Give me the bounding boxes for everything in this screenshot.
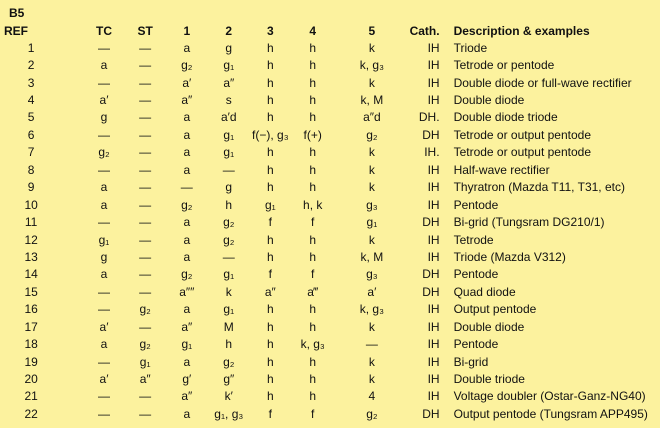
row-st: g₁: [139, 354, 151, 369]
row-st: —: [139, 215, 152, 230]
row-pin-1: a: [183, 215, 191, 230]
pin-connections-table: [0, 22, 660, 423]
row-pin-4: h: [309, 319, 317, 334]
row-pin-2: g₁: [223, 145, 235, 160]
row-pin-2: g₂: [223, 232, 235, 247]
row-pin-3: h: [266, 389, 274, 404]
table-row: [0, 161, 660, 178]
row-st: —: [139, 180, 152, 195]
table-row: [0, 283, 660, 300]
header-pin-5: 5: [368, 23, 376, 38]
row-pin-4: f: [311, 267, 315, 282]
row-tc: a: [100, 267, 108, 282]
row-tc: g₁: [98, 232, 110, 247]
row-pin-1: —: [180, 180, 193, 195]
row-pin-5: g₂: [366, 406, 378, 421]
row-pin-2: k: [225, 284, 232, 299]
row-pin-2: a′d: [220, 110, 237, 125]
row-ref: 15: [24, 284, 38, 299]
row-pin-5: g₂: [366, 127, 378, 142]
row-ref: 6: [27, 127, 35, 142]
row-pin-2: g₁, g₃: [214, 406, 244, 421]
row-cathode: IH: [427, 197, 440, 212]
row-description: Voltage doubler (Ostar-Ganz-NG40): [453, 389, 646, 404]
row-pin-3: h: [266, 110, 274, 125]
row-pin-2: g₁: [223, 58, 235, 73]
row-pin-3: h: [266, 232, 274, 247]
row-ref: 13: [24, 249, 38, 264]
row-pin-5: a″d: [363, 110, 381, 125]
table-row: [0, 109, 660, 126]
row-pin-3: h: [266, 162, 274, 177]
row-pin-5: k: [368, 372, 375, 387]
row-st: —: [139, 75, 152, 90]
row-pin-2: k′: [224, 389, 233, 404]
row-pin-4: h: [309, 40, 317, 55]
row-pin-5: k: [368, 354, 375, 369]
row-tc: —: [97, 40, 110, 55]
row-pin-2: g₂: [223, 354, 235, 369]
row-pin-4: f(+): [303, 127, 322, 142]
table-row: [0, 179, 660, 196]
header-tc: TC: [95, 23, 112, 38]
row-tc: a′: [99, 93, 109, 108]
table-row: [0, 231, 660, 248]
row-pin-4: h: [309, 302, 317, 317]
row-pin-1: a″″: [179, 284, 195, 299]
row-ref: 18: [24, 337, 38, 352]
row-description: Output pentode (Tungsram APP495): [453, 406, 648, 421]
row-description: Thyratron (Mazda T11, T31, etc): [453, 180, 625, 195]
row-st: —: [139, 58, 152, 73]
row-pin-3: h: [266, 319, 274, 334]
row-pin-4: h: [309, 145, 317, 160]
row-pin-3: g₁: [264, 197, 276, 212]
row-tc: a: [100, 180, 108, 195]
table-row: [0, 56, 660, 73]
row-pin-5: k, M: [360, 93, 384, 108]
row-ref: 14: [24, 267, 38, 282]
table-title: B5: [9, 6, 25, 20]
row-pin-4: h: [309, 354, 317, 369]
row-description: Pentode: [453, 337, 499, 352]
header-pin-1: 1: [183, 23, 191, 38]
row-pin-1: a′: [182, 75, 192, 90]
row-st: —: [139, 319, 152, 334]
row-pin-3: h: [266, 302, 274, 317]
row-st: —: [139, 40, 152, 55]
row-tc: —: [97, 389, 110, 404]
row-pin-4: h: [309, 58, 317, 73]
row-description: Quad diode: [453, 284, 516, 299]
row-description: Double diode: [453, 93, 525, 108]
row-cathode: IH: [427, 75, 440, 90]
row-pin-5: —: [365, 337, 378, 352]
header-description: Description & examples: [453, 23, 590, 38]
row-pin-5: g₃: [366, 267, 378, 282]
row-description: Half-wave rectifier: [453, 162, 550, 177]
row-pin-5: k: [368, 319, 375, 334]
row-description: Tetrode or output pentode: [453, 127, 591, 142]
row-tc: a: [100, 337, 108, 352]
row-tc: g₂: [98, 145, 110, 160]
row-pin-1: g′: [182, 372, 192, 387]
row-pin-2: a″: [223, 75, 235, 90]
row-pin-3: h: [266, 75, 274, 90]
table-row: [0, 318, 660, 335]
row-description: Triode (Mazda V312): [453, 249, 566, 264]
row-pin-5: k, g₃: [359, 58, 384, 73]
row-st: —: [139, 145, 152, 160]
row-ref: 2: [27, 58, 35, 73]
row-tc: g: [100, 249, 108, 264]
row-pin-5: 4: [368, 389, 376, 404]
row-pin-1: a: [183, 232, 191, 247]
row-pin-1: a″: [181, 319, 193, 334]
row-cathode: IH: [427, 249, 440, 264]
row-pin-1: a″: [181, 93, 193, 108]
row-pin-3: h: [266, 58, 274, 73]
row-tc: a′: [99, 319, 109, 334]
row-ref: 9: [27, 180, 35, 195]
row-tc: —: [97, 302, 110, 317]
table-row: [0, 74, 660, 91]
row-st: —: [139, 267, 152, 282]
row-description: Pentode: [453, 197, 499, 212]
table-row: [0, 126, 660, 143]
row-pin-2: g₁: [223, 127, 235, 142]
row-pin-1: a: [183, 406, 191, 421]
row-pin-4: h, k: [303, 197, 323, 212]
row-cathode: IH: [427, 180, 440, 195]
row-description: Double diode or full-wave rectifier: [453, 75, 632, 90]
row-cathode: DH: [422, 284, 440, 299]
row-ref: 7: [27, 145, 35, 160]
table-row: [0, 266, 660, 283]
row-description: Output pentode: [453, 302, 537, 317]
table-row: [0, 335, 660, 352]
row-pin-1: a: [183, 249, 191, 264]
row-cathode: IH: [427, 302, 440, 317]
row-cathode: IH: [427, 389, 440, 404]
row-cathode: IH: [427, 354, 440, 369]
row-pin-4: h: [309, 232, 317, 247]
row-pin-3: h: [266, 180, 274, 195]
row-pin-3: h: [266, 145, 274, 160]
row-pin-2: g₁: [223, 267, 235, 282]
row-pin-5: k: [368, 75, 375, 90]
row-ref: 22: [24, 406, 38, 421]
row-ref: 10: [24, 197, 38, 212]
row-ref: 11: [24, 215, 38, 230]
row-pin-5: k: [368, 162, 375, 177]
row-ref: 19: [24, 354, 38, 369]
header-pin-3: 3: [266, 23, 274, 38]
row-pin-5: k: [368, 145, 375, 160]
row-cathode: IH: [427, 40, 440, 55]
table-row: [0, 196, 660, 213]
row-ref: 8: [27, 162, 35, 177]
header-row: [0, 22, 660, 39]
table-row: [0, 353, 660, 370]
row-ref: 16: [24, 302, 38, 317]
row-cathode: IH: [427, 232, 440, 247]
row-pin-4: h: [309, 249, 317, 264]
table-row: [0, 301, 660, 318]
header-pin-4: 4: [309, 23, 317, 38]
row-cathode: IH: [427, 319, 440, 334]
row-ref: 1: [27, 40, 35, 55]
row-cathode: IH: [427, 372, 440, 387]
row-pin-4: h: [309, 75, 317, 90]
row-pin-2: h: [225, 337, 233, 352]
row-pin-2: —: [222, 162, 235, 177]
row-tc: —: [97, 75, 110, 90]
row-st: —: [139, 197, 152, 212]
row-st: —: [139, 389, 152, 404]
row-cathode: IH: [427, 93, 440, 108]
row-pin-5: k: [368, 40, 375, 55]
table-row: [0, 370, 660, 387]
row-description: Bi-grid (Tungsram DG210/1): [453, 215, 605, 230]
row-tc: a: [100, 197, 108, 212]
row-pin-1: a: [183, 302, 191, 317]
row-pin-3: f: [268, 215, 272, 230]
row-pin-4: h: [309, 372, 317, 387]
row-pin-1: a: [183, 40, 191, 55]
row-pin-1: a: [183, 354, 191, 369]
row-pin-2: s: [225, 93, 232, 108]
row-cathode: DH: [422, 127, 440, 142]
row-tc: —: [97, 284, 110, 299]
row-st: —: [139, 127, 152, 142]
header-ref: REF: [4, 23, 28, 38]
row-pin-5: g₁: [366, 215, 378, 230]
row-pin-3: f(−), g₃: [252, 127, 289, 142]
row-pin-3: h: [266, 93, 274, 108]
header-st: ST: [137, 23, 153, 38]
row-tc: —: [97, 354, 110, 369]
row-pin-1: g₂: [181, 197, 193, 212]
row-tc: a′: [99, 372, 109, 387]
row-pin-4: a‴: [307, 284, 319, 299]
row-pin-5: k: [368, 232, 375, 247]
row-st: g₂: [139, 337, 151, 352]
row-tc: —: [97, 406, 110, 421]
row-description: Double diode: [453, 319, 525, 334]
row-pin-1: g₂: [181, 267, 193, 282]
row-pin-3: h: [266, 354, 274, 369]
row-pin-3: a″: [264, 284, 276, 299]
row-cathode: DH.: [418, 110, 440, 125]
row-cathode: DH: [422, 406, 440, 421]
row-pin-5: k: [368, 180, 375, 195]
row-pin-2: g: [225, 180, 233, 195]
table-row: [0, 144, 660, 161]
row-pin-2: g″: [223, 372, 235, 387]
row-description: Double triode: [453, 372, 525, 387]
row-pin-3: f: [268, 406, 272, 421]
row-pin-5: k, g₃: [359, 302, 384, 317]
row-pin-4: h: [309, 162, 317, 177]
row-ref: 5: [27, 110, 35, 125]
row-pin-5: a′: [367, 284, 377, 299]
row-pin-4: h: [309, 180, 317, 195]
row-tc: —: [97, 127, 110, 142]
row-description: Tetrode or output pentode: [453, 145, 591, 160]
row-ref: 20: [24, 372, 38, 387]
row-pin-4: h: [309, 110, 317, 125]
row-pin-4: k, g₃: [300, 337, 325, 352]
row-cathode: IH: [427, 58, 440, 73]
row-st: —: [139, 93, 152, 108]
row-pin-5: k, M: [360, 249, 384, 264]
row-pin-2: g: [225, 40, 233, 55]
row-st: —: [139, 232, 152, 247]
row-pin-3: h: [266, 372, 274, 387]
row-pin-3: h: [266, 40, 274, 55]
row-pin-3: h: [266, 337, 274, 352]
table-row: [0, 405, 660, 422]
header-pin-2: 2: [225, 23, 233, 38]
row-cathode: DH: [422, 267, 440, 282]
row-st: g₂: [139, 302, 151, 317]
row-pin-1: a″: [181, 389, 193, 404]
row-tc: g: [100, 110, 108, 125]
row-pin-1: a: [183, 127, 191, 142]
row-st: a″: [139, 372, 151, 387]
table-row: [0, 91, 660, 108]
header-cathode: Cath.: [409, 23, 440, 38]
row-st: —: [139, 284, 152, 299]
row-description: Tetrode: [453, 232, 494, 247]
row-cathode: IH: [427, 162, 440, 177]
row-pin-4: f: [311, 215, 315, 230]
row-pin-4: h: [309, 93, 317, 108]
row-ref: 4: [27, 93, 35, 108]
row-pin-5: g₃: [366, 197, 378, 212]
row-pin-3: f: [268, 267, 272, 282]
row-cathode: IH.: [424, 145, 440, 160]
table-row: [0, 388, 660, 405]
row-pin-1: a: [183, 162, 191, 177]
table-row: [0, 248, 660, 265]
row-tc: —: [97, 215, 110, 230]
table-row: [0, 213, 660, 230]
row-pin-1: g₂: [181, 58, 193, 73]
row-description: Tetrode or pentode: [453, 58, 555, 73]
row-description: Double diode triode: [453, 110, 558, 125]
row-description: Triode: [453, 40, 488, 55]
row-pin-1: a: [183, 110, 191, 125]
row-tc: —: [97, 162, 110, 177]
row-tc: a: [100, 58, 108, 73]
row-ref: 21: [24, 389, 38, 404]
row-cathode: DH: [422, 215, 440, 230]
row-pin-4: h: [309, 389, 317, 404]
row-pin-2: h: [225, 197, 233, 212]
row-ref: 12: [24, 232, 38, 247]
row-pin-2: M: [223, 319, 234, 334]
row-st: —: [139, 406, 152, 421]
row-description: Bi-grid: [453, 354, 489, 369]
row-st: —: [139, 162, 152, 177]
row-description: Pentode: [453, 267, 499, 282]
row-pin-1: a: [183, 145, 191, 160]
row-pin-2: g₂: [223, 215, 235, 230]
row-pin-1: g₁: [181, 337, 193, 352]
row-pin-2: g₁: [223, 302, 235, 317]
row-ref: 3: [27, 75, 35, 90]
row-ref: 17: [24, 319, 38, 334]
row-pin-2: —: [222, 249, 235, 264]
row-pin-4: f: [311, 406, 315, 421]
row-st: —: [139, 110, 152, 125]
row-cathode: IH: [427, 337, 440, 352]
row-st: —: [139, 249, 152, 264]
row-pin-3: h: [266, 249, 274, 264]
table-row: [0, 39, 660, 56]
